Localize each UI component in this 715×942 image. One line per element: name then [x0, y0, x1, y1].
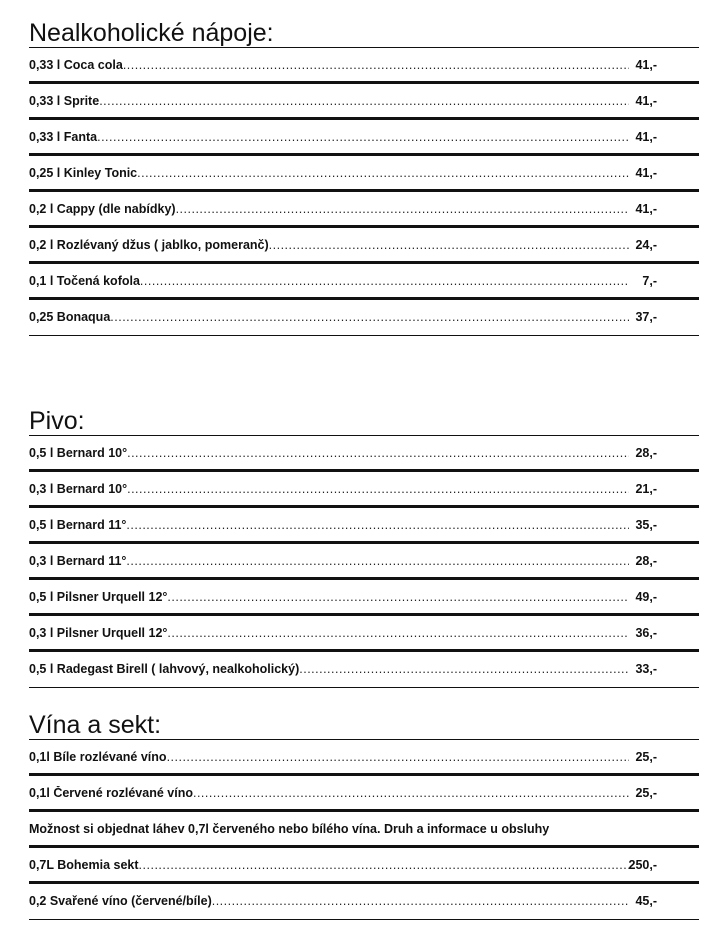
leader-dots: [212, 894, 629, 908]
menu-item: [29, 652, 699, 688]
item-price: 45,-: [635, 894, 657, 908]
item-price: 49,-: [635, 590, 657, 604]
item-price: 25,-: [635, 786, 657, 800]
menu-item: [29, 616, 699, 652]
menu-item: [29, 580, 699, 616]
menu-item: [29, 84, 699, 120]
leader-dots: [167, 626, 629, 640]
item-name: 0,5 l Pilsner Urquell 12°: [29, 590, 168, 604]
section-title: Pivo:: [29, 407, 85, 435]
menu-item: [29, 740, 699, 776]
menu-note: [29, 812, 699, 848]
leader-dots: [110, 310, 629, 324]
menu-item: [29, 120, 699, 156]
item-price: 25,-: [635, 750, 657, 764]
menu-item: [29, 544, 699, 580]
divider: [29, 687, 699, 688]
divider: [29, 919, 699, 920]
item-price: 24,-: [635, 238, 657, 252]
menu-item: [29, 264, 699, 300]
item-name: 0,25 Bonaqua: [29, 310, 111, 324]
leader-dots: [140, 274, 629, 288]
item-price: 7,-: [642, 274, 657, 288]
item-name: 0,2 Svařené víno (červené/bíle): [29, 894, 212, 908]
item-name: 0,1l Červené rozlévané víno: [29, 786, 193, 800]
item-name: 0,2 l Rozlévaný džus ( jablko, pomeranč): [29, 238, 269, 252]
menu-item: [29, 884, 699, 920]
item-price: 28,-: [635, 446, 657, 460]
item-name: 0,3 l Bernard 10°: [29, 482, 128, 496]
item-price: 250,-: [628, 858, 657, 872]
menu-item: [29, 848, 699, 884]
item-name: 0,33 l Coca cola: [29, 58, 123, 72]
leader-dots: [97, 130, 629, 144]
item-price: 36,-: [635, 626, 657, 640]
item-price: 37,-: [635, 310, 657, 324]
menu-item: [29, 300, 699, 336]
leader-dots: [126, 518, 629, 532]
menu-item: [29, 508, 699, 544]
divider: [29, 335, 699, 336]
menu-item: [29, 156, 699, 192]
leader-dots: [269, 238, 629, 252]
leader-dots: [127, 482, 629, 496]
leader-dots: [99, 94, 629, 108]
item-price: 41,-: [635, 58, 657, 72]
item-name: 0,5 l Radegast Birell ( lahvový, nealkoholický): [29, 662, 300, 676]
leader-dots: [299, 662, 629, 676]
leader-dots: [127, 446, 629, 460]
menu-item: [29, 472, 699, 508]
item-name: 0,7L Bohemia sekt: [29, 858, 139, 872]
leader-dots: [167, 590, 629, 604]
item-name: 0,1 l Točená kofola: [29, 274, 140, 288]
note-text: Možnost si objednat láhev 0,7l červeného nebo bílého vína. Druh a informace u obsluhy: [29, 822, 550, 836]
item-name: 0,3 l Pilsner Urquell 12°: [29, 626, 168, 640]
item-name: 0,5 l Bernard 10°: [29, 446, 128, 460]
item-price: 41,-: [635, 166, 657, 180]
item-name: 0,33 l Sprite: [29, 94, 100, 108]
item-price: 21,-: [635, 482, 657, 496]
leader-dots: [167, 750, 629, 764]
item-name: 0,33 l Fanta: [29, 130, 98, 144]
item-price: 33,-: [635, 662, 657, 676]
menu-item: [29, 436, 699, 472]
item-price: 41,-: [635, 94, 657, 108]
item-price: 28,-: [635, 554, 657, 568]
item-price: 41,-: [635, 130, 657, 144]
leader-dots: [193, 786, 629, 800]
menu-item: [29, 48, 699, 84]
menu-item: [29, 776, 699, 812]
menu-item: [29, 228, 699, 264]
leader-dots: [137, 166, 629, 180]
menu-item: [29, 192, 699, 228]
item-name: 0,2 l Cappy (dle nabídky): [29, 202, 176, 216]
item-name: 0,1l Bíle rozlévané víno: [29, 750, 167, 764]
leader-dots: [123, 58, 629, 72]
section-title: Vína a sekt:: [29, 711, 162, 739]
item-name: 0,5 l Bernard 11°: [29, 518, 127, 532]
item-name: 0,3 l Bernard 11°: [29, 554, 127, 568]
item-name: 0,25 l Kinley Tonic: [29, 166, 138, 180]
leader-dots: [176, 202, 629, 216]
section-title: Nealkoholické nápoje:: [29, 19, 274, 47]
leader-dots: [126, 554, 629, 568]
item-price: 41,-: [635, 202, 657, 216]
leader-dots: [139, 858, 629, 872]
item-price: 35,-: [635, 518, 657, 532]
